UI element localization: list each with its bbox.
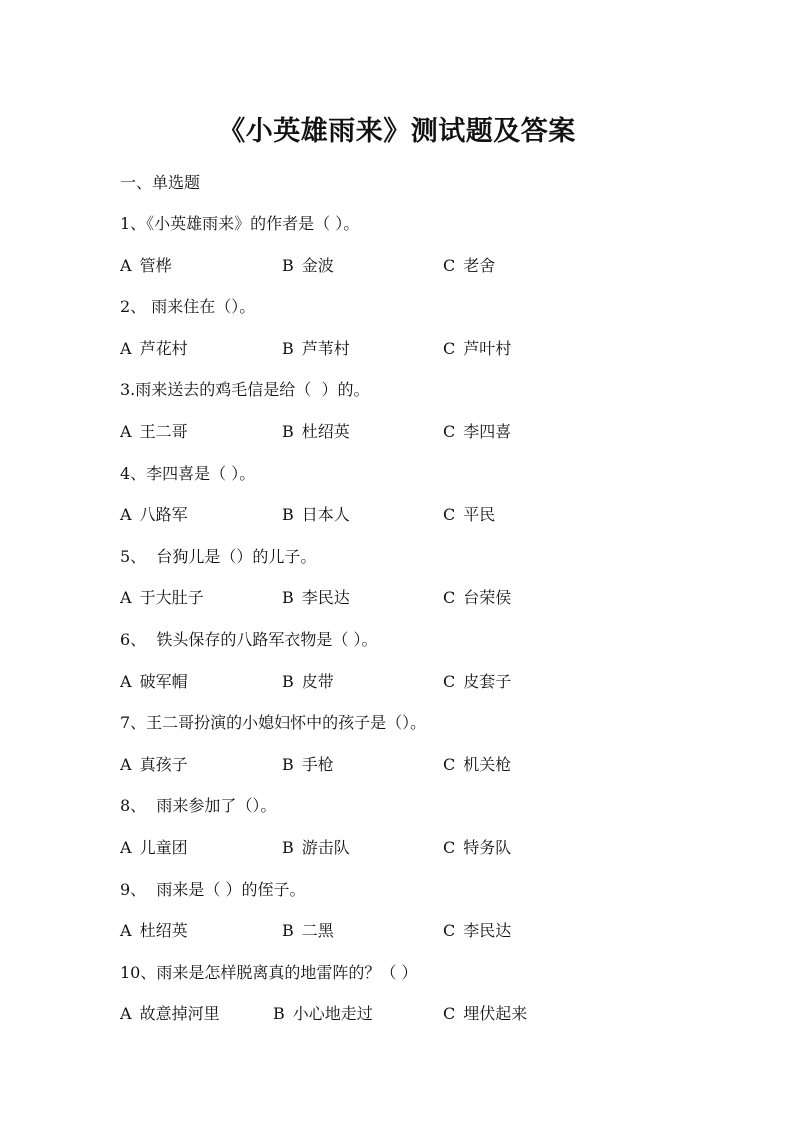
question-text: 7、王二哥扮演的小媳妇怀中的孩子是（）。 [120, 713, 427, 733]
question-text: 2、 雨来住在（）。 [120, 297, 256, 317]
question-7 [120, 711, 720, 794]
question-text: 6、 铁头保存的八路军衣物是（ ）。 [120, 629, 378, 649]
option-a [120, 420, 188, 444]
option-a [120, 1002, 220, 1026]
option-letter: B [282, 837, 294, 857]
option-b [282, 919, 334, 943]
option-text: 儿童团 [139, 837, 188, 857]
option-b [282, 254, 334, 278]
option-letter: B [282, 588, 294, 608]
option-c [443, 836, 511, 860]
option-text: 李民达 [301, 588, 350, 608]
option-a [120, 586, 204, 610]
option-text: 平民 [463, 505, 496, 525]
option-text: 皮带 [301, 671, 334, 691]
option-a [120, 753, 188, 777]
option-a [120, 503, 188, 527]
option-a [120, 919, 188, 943]
question-10 [120, 961, 720, 1044]
option-c [443, 586, 511, 610]
option-letter: B [282, 338, 294, 358]
question-5 [120, 545, 720, 628]
option-letter: C [443, 255, 456, 275]
option-a [120, 254, 172, 278]
option-text: 杜绍英 [139, 921, 188, 941]
option-letter: A [120, 421, 132, 441]
option-letter: C [443, 421, 456, 441]
option-letter: C [443, 588, 456, 608]
option-text: 小心地走过 [292, 1004, 373, 1024]
option-letter: A [120, 671, 132, 691]
option-a [120, 337, 188, 361]
option-c [443, 337, 511, 361]
option-letter: C [443, 921, 456, 941]
option-text: 李民达 [463, 921, 512, 941]
option-letter: C [443, 338, 456, 358]
option-b [282, 337, 350, 361]
option-letter: C [443, 505, 456, 525]
option-letter: C [443, 754, 456, 774]
option-c [443, 753, 511, 777]
question-text: 8、 雨来参加了（）。 [120, 796, 277, 816]
option-letter: B [282, 671, 294, 691]
option-text: 皮套子 [463, 671, 512, 691]
page-title: 《小英雄雨来》测试题及答案 [218, 116, 576, 147]
question-3 [120, 378, 720, 461]
option-c [443, 1002, 527, 1026]
option-text: 埋伏起来 [463, 1004, 528, 1024]
option-a [120, 836, 188, 860]
option-text: 老舍 [463, 255, 496, 275]
option-text: 于大肚子 [139, 588, 204, 608]
option-text: 杜绍英 [301, 421, 350, 441]
option-text: 管桦 [139, 255, 172, 275]
option-letter: A [120, 255, 132, 275]
question-1 [120, 212, 720, 295]
option-text: 台荣侯 [463, 588, 512, 608]
question-text: 5、 台狗儿是（）的儿子。 [120, 546, 317, 566]
option-letter: A [120, 505, 132, 525]
option-b [273, 1002, 373, 1026]
option-c [443, 670, 511, 694]
question-6 [120, 628, 720, 711]
question-text: 1、《小英雄雨来》的作者是（ ）。 [120, 214, 360, 233]
option-b [282, 670, 334, 694]
option-text: 八路军 [139, 505, 188, 525]
question-text: 3.雨来送去的鸡毛信是给（ ）的。 [120, 380, 370, 400]
option-letter: B [282, 754, 294, 774]
option-text: 芦叶村 [463, 338, 512, 358]
option-letter: B [282, 921, 294, 941]
option-letter: A [120, 1004, 132, 1024]
option-letter: B [282, 255, 294, 275]
option-a [120, 670, 188, 694]
option-letter: A [120, 921, 132, 941]
question-9 [120, 878, 720, 961]
option-text: 手枪 [301, 754, 334, 774]
option-text: 芦花村 [139, 338, 188, 358]
option-text: 王二哥 [139, 421, 188, 441]
option-text: 芦苇村 [301, 338, 350, 358]
option-text: 真孩子 [139, 754, 188, 774]
option-text: 二黑 [301, 921, 334, 941]
option-letter: A [120, 588, 132, 608]
option-letter: C [443, 671, 456, 691]
option-text: 金波 [301, 255, 334, 275]
option-b [282, 586, 350, 610]
option-letter: A [120, 754, 132, 774]
question-text: 10、雨来是怎样脱离真的地雷阵的？（ ） [120, 962, 418, 982]
question-2 [120, 295, 720, 378]
option-b [282, 836, 350, 860]
option-letter: A [120, 338, 132, 358]
question-4 [120, 462, 720, 545]
option-text: 故意掉河里 [139, 1004, 220, 1024]
option-c [443, 503, 495, 527]
option-text: 游击队 [301, 837, 350, 857]
option-letter: A [120, 837, 132, 857]
option-letter: B [282, 421, 294, 441]
option-b [282, 753, 334, 777]
question-text: 4、李四喜是（ ）。 [120, 463, 256, 483]
option-text: 日本人 [301, 505, 350, 525]
question-text: 9、 雨来是（ ）的侄子。 [120, 879, 306, 899]
option-text: 特务队 [463, 837, 512, 857]
option-c [443, 420, 511, 444]
option-letter: B [273, 1004, 285, 1024]
option-c [443, 919, 511, 943]
question-8 [120, 794, 720, 877]
option-b [282, 420, 350, 444]
option-c [443, 254, 495, 278]
option-letter: B [282, 505, 294, 525]
option-b [282, 503, 350, 527]
option-text: 破军帽 [139, 671, 188, 691]
option-letter: C [443, 837, 456, 857]
section-heading: 一、单选题 [120, 173, 201, 192]
option-letter: C [443, 1004, 456, 1024]
option-text: 李四喜 [463, 421, 512, 441]
question-list [120, 212, 720, 1044]
option-text: 机关枪 [463, 754, 512, 774]
